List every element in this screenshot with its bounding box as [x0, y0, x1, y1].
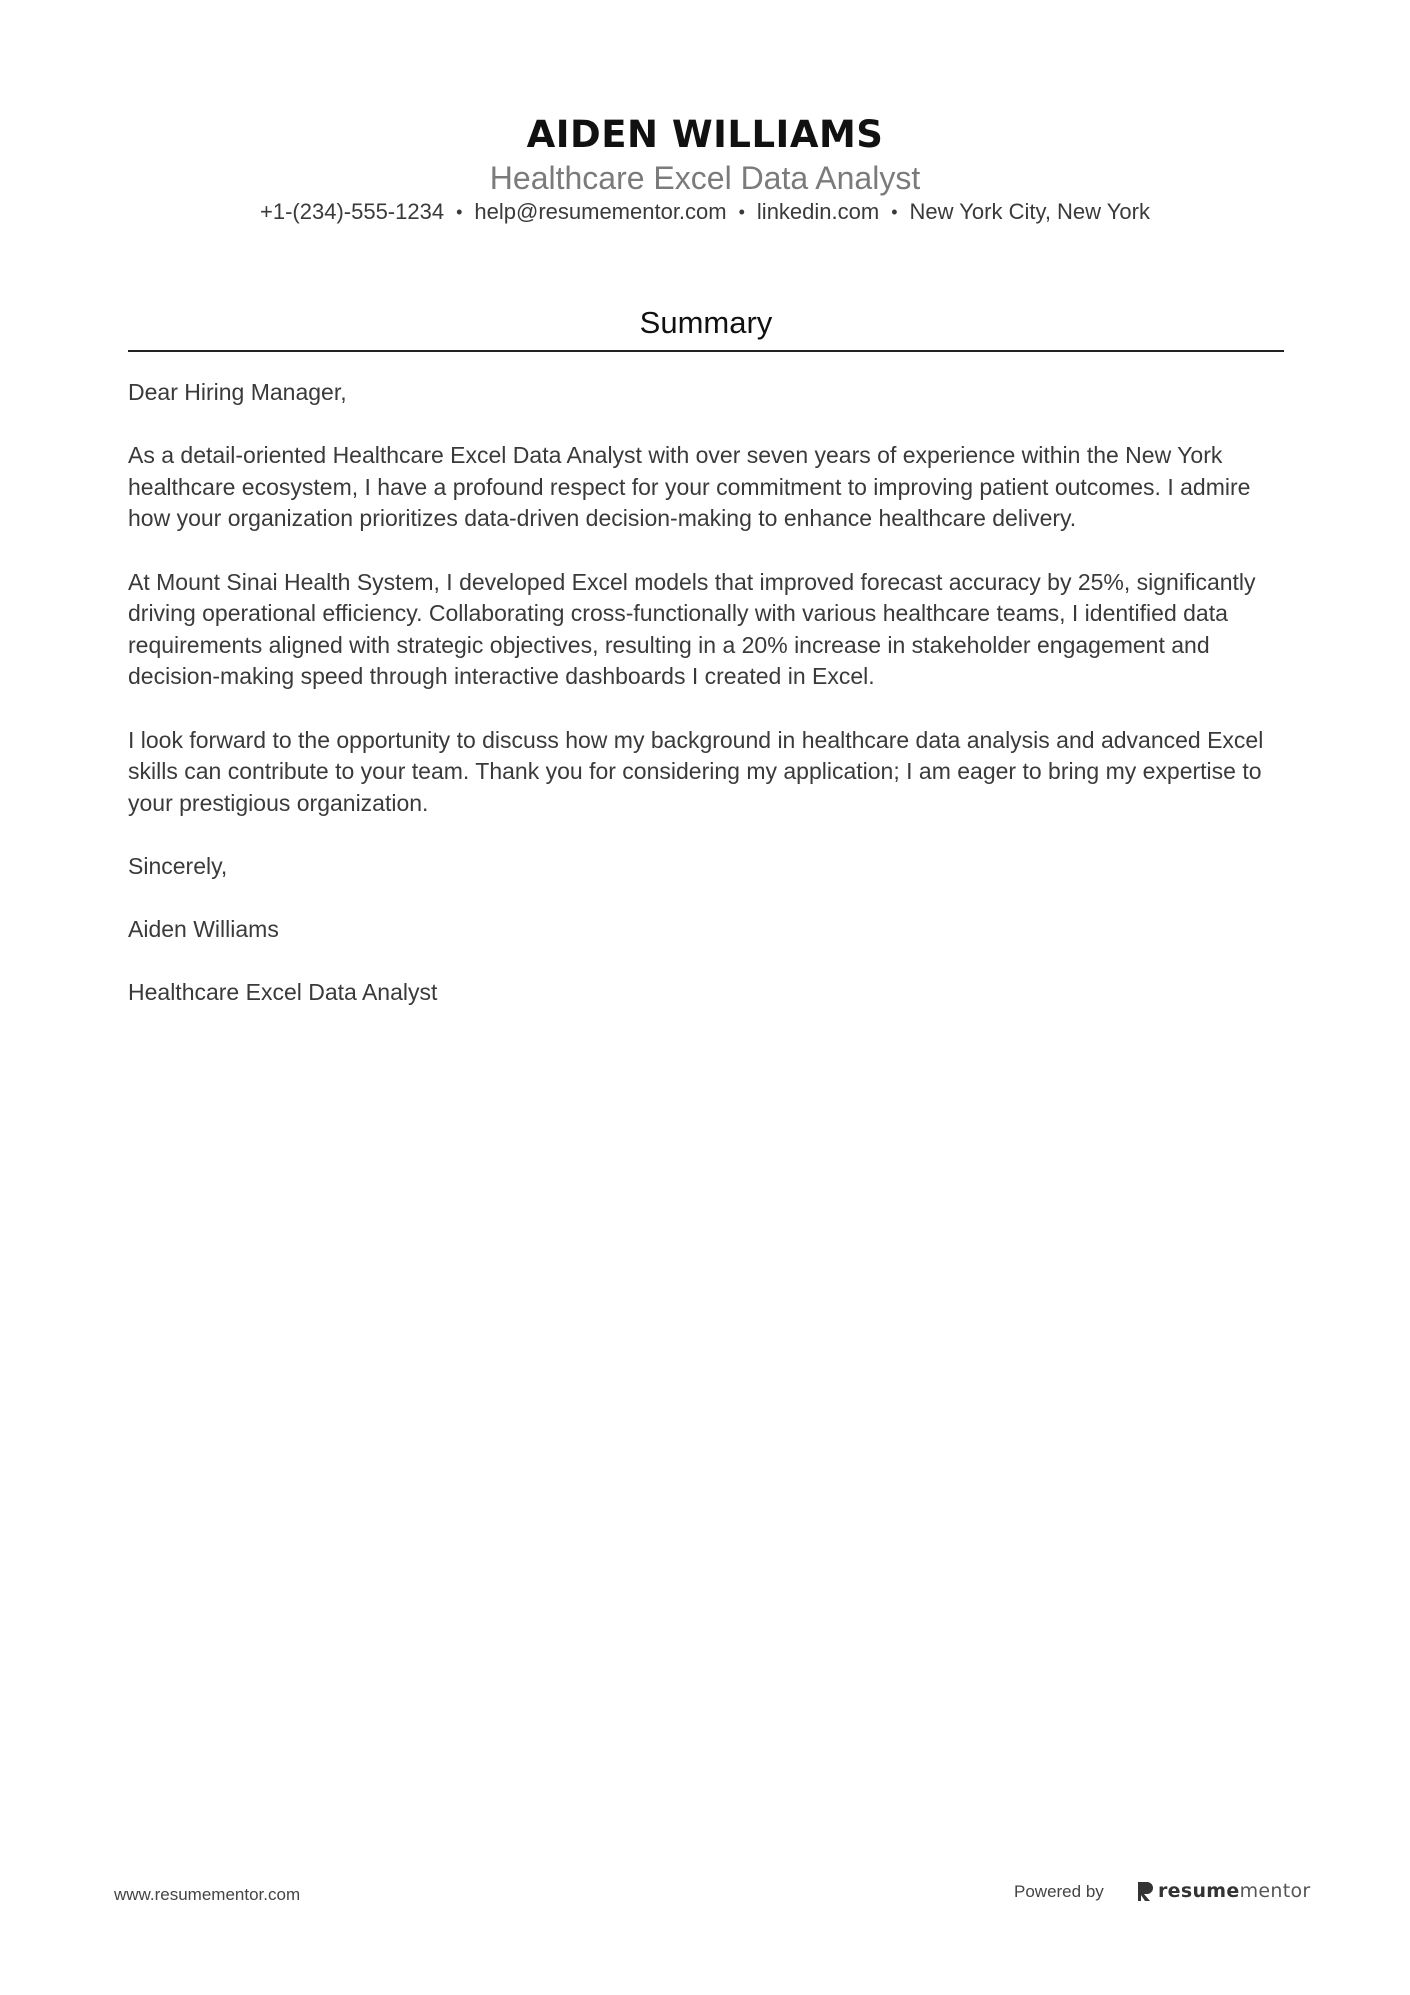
separator-dot: •	[456, 202, 463, 222]
closing: Sincerely,	[128, 852, 228, 879]
letter-body	[128, 377, 1288, 1040]
footer-website-link[interactable]: www.resumementor.com	[114, 1885, 301, 1904]
contact-location: New York City, New York	[909, 199, 1150, 224]
contact-email[interactable]: help@resumementor.com	[474, 199, 727, 224]
paragraph-intro: As a detail-oriented Healthcare Excel Data Analyst with over seven years of experience within the New York healthcare ecosystem, I have a profound respect for your commitment to improving patient outcomes. I admire how your organization prioritizes data-driven decision-making to enhance healthcare delivery.	[128, 442, 1251, 532]
applicant-name: AIDEN WILLIAMS	[526, 113, 884, 156]
powered-by-label: Powered by	[1014, 1882, 1104, 1901]
section-divider	[128, 350, 1284, 352]
brand-wordmark	[1158, 1880, 1311, 1902]
paragraph-experience: At Mount Sinai Health System, I developed Excel models that improved forecast accuracy by 25%, significantly driving operational efficiency. Collaborating cross-functionally with various healthcare teams, I identified data requirements aligned with strategic objectives, resulting in a 20% increase in stakeholder engagement and decision-making speed through interactive dashboards I created in Excel.	[128, 568, 1256, 690]
signature-title: Healthcare Excel Data Analyst	[128, 979, 438, 1006]
resumementor-logo-icon	[1136, 1880, 1154, 1902]
applicant-role: Healthcare Excel Data Analyst	[489, 160, 921, 196]
contact-line	[0, 197, 1410, 227]
greeting: Dear Hiring Manager,	[128, 379, 347, 405]
contact-linkedin[interactable]: linkedin.com	[756, 199, 880, 224]
section-title: Summary	[639, 305, 773, 340]
header	[0, 112, 1410, 227]
brand-wordmark-light: mentor	[1239, 1880, 1311, 1902]
paragraph-closing: I look forward to the opportunity to discuss how my background in healthcare data analysis and advanced Excel skills can contribute to your team. Thank you for considering my application; I am eager to bring my expertise to your prestigious organization.	[128, 726, 1264, 816]
brand-wordmark-bold: resume	[1158, 1880, 1240, 1902]
separator-dot: •	[891, 202, 898, 222]
brand-logo[interactable]	[1136, 1876, 1311, 1906]
signature-name: Aiden Williams	[128, 916, 279, 943]
contact-phone: +1-(234)-555-1234	[260, 199, 445, 224]
separator-dot: •	[738, 202, 745, 222]
